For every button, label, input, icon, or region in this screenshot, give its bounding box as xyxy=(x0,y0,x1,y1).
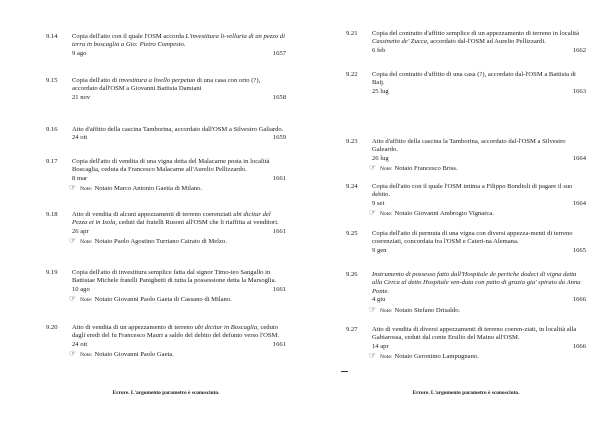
note-text: Notaio Giovanni Ambrogio Vignarca. xyxy=(394,210,494,218)
note-text: Notaio Paolo Agostino Turriano Cairato di Melzo. xyxy=(94,238,227,246)
entry-body xyxy=(69,269,286,305)
note-label: Note: xyxy=(380,211,393,218)
entry-body xyxy=(369,271,586,315)
pointing-hand-icon: ☞ xyxy=(369,163,377,173)
entry-body xyxy=(69,158,286,194)
entry-date: 24 ott xyxy=(72,134,88,142)
entry-number: 9.15 xyxy=(46,77,58,84)
entry-date: 8 mar xyxy=(72,174,88,182)
entry-body xyxy=(372,30,586,55)
entry-number: 9.19 xyxy=(46,269,58,276)
entry-note xyxy=(369,351,586,361)
note-label: Note: xyxy=(380,166,393,173)
entry-date: 26 apr xyxy=(72,227,89,235)
entry-body xyxy=(369,326,586,362)
entry-date: 26 lug xyxy=(372,154,389,162)
entry-year: 1661 xyxy=(272,227,286,235)
entry-number: 9.27 xyxy=(346,326,358,333)
entry-year: 1661 xyxy=(272,340,286,348)
entry-number: 9.16 xyxy=(46,126,58,133)
entry-number: 9.22 xyxy=(346,71,358,78)
entry-description: Instrumento di possesso fatto dall'Hospitale de pertiche dodeci di vigna detta alla Cerca al detto Hospitale ven-duta con patto di grazia gia' spirato da Anna Ponte. xyxy=(372,271,581,295)
entry-note xyxy=(369,208,586,218)
entry-body xyxy=(69,211,286,247)
entry-year: 1665 xyxy=(572,246,586,254)
entry-date: 9 set xyxy=(372,199,385,207)
entry-description: Atto di vendita di un appezzamento di terreno ubi dicitur in Boscaglia, ceduto dagli eredi del fu Francesco Mauri a saldo del debito del defunto verso l'OSM. xyxy=(72,324,280,340)
entry-year: 1663 xyxy=(572,87,586,95)
footer-error-left: Errore. L'argomento parametro è sconosciuto. xyxy=(112,390,220,396)
entry-year: 1658 xyxy=(272,93,286,101)
entry-date: 21 nov xyxy=(72,93,91,101)
entry-year: 1659 xyxy=(272,134,286,142)
entry-note xyxy=(69,349,286,359)
note-text: Notaio Francesco Briss. xyxy=(394,165,458,173)
entry-number: 9.17 xyxy=(46,158,58,165)
entry-description: Copia del contratto d'affitto di una casa (?), accordato dal-l'OSM a Battista di Baij. xyxy=(372,71,576,87)
entry-body xyxy=(69,324,286,360)
margin-dash xyxy=(341,371,348,372)
entry-body xyxy=(72,126,286,143)
pointing-hand-icon: ☞ xyxy=(369,208,377,218)
note-label: Note: xyxy=(80,297,93,304)
entry-description: Copia dell'atto di permuta di una vigna con diversi appezza-menti di terreno coerenziati, concordata fra l'OSM e Cateri-na Alemana. xyxy=(372,230,573,246)
note-text: Notaio Geronimo Lampugnano. xyxy=(394,353,479,361)
pointing-hand-icon: ☞ xyxy=(69,349,77,359)
entry-number: 9.23 xyxy=(346,138,358,145)
entry-description: Copia dell'atto di investitura semplice fatta dal signor Timo-teo Sangallo in Battistae Michele fratelli Panighetti di tutta la possessione detta la Marsoglia. xyxy=(72,269,277,285)
entry-number: 9.14 xyxy=(46,33,58,40)
entry-body xyxy=(372,71,586,96)
entry-note xyxy=(69,236,286,246)
entry-body xyxy=(72,77,286,102)
entry-description: Copia dell'atto con il quale l'OSM accorda L'investitura li-vellaria di un pezzo di terra in boscaglia a Gio: Pietro Compesto. xyxy=(72,33,285,49)
entry-body xyxy=(369,183,586,219)
entry-year: 1657 xyxy=(272,49,286,57)
entry-date: 25 lug xyxy=(372,87,389,95)
note-label: Note: xyxy=(380,307,393,314)
note-text: Notaio Marco Antonio Gaetta di Milano. xyxy=(94,185,203,193)
entry-number: 9.20 xyxy=(46,324,58,331)
entry-description: Copia dell'atto di investitura a livello perpetuo di una casa con orto (?), accordato dall'OSM a Giovanni Battista Damiani xyxy=(72,77,261,93)
note-label: Note: xyxy=(80,352,93,359)
entry-year: 1666 xyxy=(572,342,586,350)
entry-description: Copia dell'atto con il quale l'OSM intima a Filippo Bondioli di pagare il suo debito. xyxy=(372,183,573,199)
pointing-hand-icon: ☞ xyxy=(369,351,377,361)
entry-body xyxy=(369,138,586,174)
entry-date: 9 ago xyxy=(72,49,87,57)
entry-description: Atto d'affitto della cascina Tamborina, accordato dall'OSM a Silvestro Galiardo. xyxy=(72,126,284,133)
entry-year: 1661 xyxy=(272,174,286,182)
entry-description: Atto d'affitto della cascina la Tamborina, accordato dal-l'OSM a Silvestro Galeardo. xyxy=(372,138,566,154)
entry-year: 1664 xyxy=(572,154,586,162)
note-label: Note: xyxy=(80,186,93,193)
note-text: Notaio Giovanni Paolo Gaeta di Cassano di Milano. xyxy=(94,296,232,304)
entry-note xyxy=(69,183,286,193)
entry-year: 1664 xyxy=(572,199,586,207)
entry-year: 1661 xyxy=(272,285,286,293)
entry-body xyxy=(372,230,586,255)
pointing-hand-icon: ☞ xyxy=(369,304,377,314)
entry-note xyxy=(369,304,586,315)
entry-number: 9.25 xyxy=(346,230,358,237)
note-text: Notaio Stefano Drisaldo. xyxy=(394,306,461,314)
entry-number: 9.24 xyxy=(346,183,358,190)
entry-number: 9.26 xyxy=(346,271,358,278)
entry-description: Copia dell'atto di vendita di una vigna detta del Malacarne posta in località Boscaglia, ceduta da Francesco Malacarne all'Aurelio Pellizzardo. xyxy=(72,158,270,174)
footer-error-right: Errore. L'argomento parametro è sconosciuto. xyxy=(412,390,520,396)
entry-note xyxy=(69,294,286,304)
entry-date: 10 ago xyxy=(72,285,90,293)
pointing-hand-icon: ☞ xyxy=(69,236,77,246)
entry-date: 4 giu xyxy=(372,296,386,304)
entry-note xyxy=(369,163,586,173)
entry-date: 24 ott xyxy=(72,340,88,348)
entry-description: Copia del contratto d'affitto semplice di un appezzamento di terreno in località Cassinetto de' Zucca, accordato dal-l'OSM ad Aurelio Pellizzardi. xyxy=(372,30,580,46)
entry-number: 9.21 xyxy=(346,30,358,37)
entry-year: 1662 xyxy=(572,46,586,54)
entry-date: 6 feb xyxy=(372,46,386,54)
entry-year: 1666 xyxy=(572,296,586,304)
entry-body xyxy=(72,33,286,58)
note-text: Notaio Giovanni Paolo Gaeta. xyxy=(94,351,174,359)
entry-number: 9.18 xyxy=(46,211,58,218)
pointing-hand-icon: ☞ xyxy=(69,294,77,304)
entry-date: 9 gen xyxy=(372,246,387,254)
entry-description: Atto di vendita di alcuni appezzamenti di terreno coerenziati ubi dicitur del Pezza et in Isola, ceduti dai fratelli Rusoni all'OSM che li riaffitta ai venditori. xyxy=(72,211,279,227)
entry-description: Atto di vendita di diversi appezzamenti di terreno coeren-ziati, in località alla Gabiarossa, ceduti dal conte Ersilio del Maino all'OSM. xyxy=(372,326,577,342)
entry-date: 14 apr xyxy=(372,342,389,350)
pointing-hand-icon: ☞ xyxy=(69,183,77,193)
note-label: Note: xyxy=(80,239,93,246)
note-label: Note: xyxy=(380,354,393,361)
